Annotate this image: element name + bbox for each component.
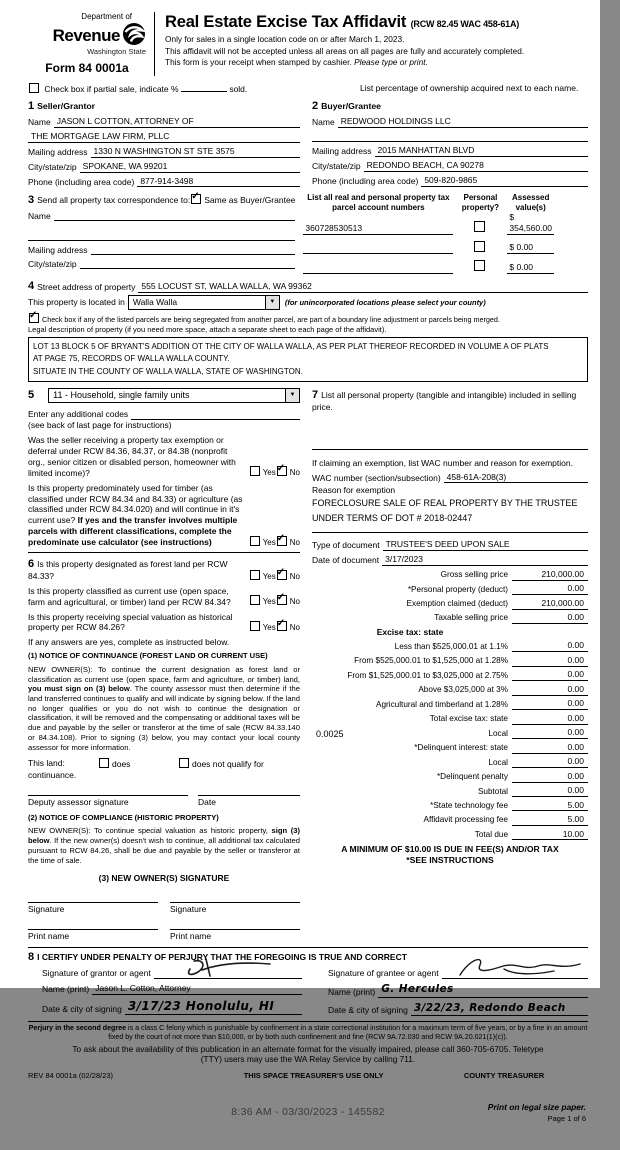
print-note: Print on legal size paper. <box>487 1102 586 1113</box>
same-as-buyer-label: Same as Buyer/Grantee <box>204 195 296 206</box>
personal-property-field[interactable] <box>312 439 588 450</box>
land-use-code-dropdown[interactable] <box>48 388 300 404</box>
tax-row: Above $3,025,000 at 3% 0.00 <box>312 684 588 696</box>
grantee-name-field[interactable]: G. Hercules <box>378 983 588 997</box>
tax-row: *State technology fee 5.00 <box>312 800 588 812</box>
subtotal-field[interactable]: 0.00 <box>512 785 588 797</box>
assessed-value-field[interactable]: $ 354,560.00 <box>509 211 552 233</box>
type-of-document-field[interactable]: TRUSTEE'S DEED UPON SALE <box>383 539 588 551</box>
grantor-signature-label: Signature of grantor or agent <box>42 968 151 979</box>
forest-no-checkbox[interactable] <box>277 570 287 580</box>
tax-row: *Delinquent interest: state 0.00 <box>312 742 588 754</box>
street-address-field[interactable]: 555 LOCUST ST, WALLA WALLA, WA 99362 <box>138 281 588 293</box>
notice-continuance-body: NEW OWNER(S): To continue the current designation as forest land or classification as current use (open space, farm and agriculture, or timber) land, you must sign on (3) below. The county assessor must then determine if the land transferred continues to qualify and will indicate by signing below. If the land no longer qualifies or you do not wish to continue the designation or classification, it will be removed and the compensating or additional taxes will be due and payable by the seller or transferor at the time of sale (RCW 84.33.140 or 84.34.108). Prior to signing (3) below, you may contact your local county assessor for more information. <box>28 664 300 752</box>
buyer-city-label: City/state/zip <box>312 160 361 171</box>
additional-codes-label: Enter any additional codes <box>28 409 129 420</box>
total-excise-state-field[interactable]: 0.00 <box>512 713 588 725</box>
section-certification: 8 I CERTIFY UNDER PENALTY OF PERJURY THAT THE FOREGOING IS TRUE AND CORRECT Signature of grantor or agent Name (print) Jason L. Cotton, Attorney Date & city of signing 3/17/23 Honolulu, HI Signature of grantee or agent Name (print) G. Hercules Date & city of signing 3/22/23, Redondo Beach <box>28 947 588 1016</box>
grantor-name-field[interactable]: Jason L. Cotton, Attorney <box>92 983 302 995</box>
grantor-date-field[interactable]: 3/17/23 Honolulu, HI <box>125 999 302 1015</box>
deputy-date-line[interactable]: Date <box>198 795 300 808</box>
parcel-number-field[interactable]: 360728530513 <box>303 223 453 235</box>
question-historical: Is this property receiving special valuation as historical property per RCW 84.26? Yes ✓ No <box>28 612 300 634</box>
timber-no-checkbox[interactable] <box>277 536 287 546</box>
grantee-name-label: Name (print) <box>328 986 376 997</box>
partial-sale-label-sold: sold. <box>229 84 248 95</box>
local-tax-field[interactable]: 0.00 <box>512 727 588 739</box>
parcel-number-field[interactable] <box>303 242 453 254</box>
same-as-buyer-checkbox[interactable] <box>191 194 201 204</box>
tax-row: Subtotal 0.00 <box>312 785 588 797</box>
seller-name-label: Name <box>28 117 51 128</box>
exemption-no-checkbox[interactable] <box>277 466 287 476</box>
treasurer-use-label: THIS SPACE TREASURER'S USE ONLY <box>243 1070 384 1080</box>
timestamp-stamp: 8:36 AM - 03/30/2023 - 145582 <box>231 1106 385 1119</box>
taxable-selling-price-field[interactable]: 0.00 <box>512 612 588 624</box>
assessed-value-field[interactable]: $ 0.00 <box>507 262 554 274</box>
tax-row: 0.0025 Local 0.00 <box>312 727 588 739</box>
additional-codes-note: (see back of last page for instructions) <box>28 420 172 431</box>
seller-mailing-field[interactable]: 1330 N WASHINGTON ST STE 3575 <box>91 146 300 158</box>
county-dropdown[interactable] <box>128 295 280 310</box>
revenue-logo-icon <box>122 22 146 49</box>
parcel-number-field[interactable] <box>303 262 453 274</box>
local-rate-value: 0.0025 <box>316 728 344 739</box>
grantor-certification <box>28 964 302 1016</box>
title-rcw-reference: (RCW 82.45 WAC 458-61A) <box>410 19 520 29</box>
reason-for-exemption-label: Reason for exemption <box>312 485 396 496</box>
agency-logo-block <box>28 12 155 76</box>
section-property: 4 Street address of property 555 LOCUST ST, WALLA WALLA, WA 99362 This property is located in Walla Walla ▼ (for unincorporated locations please select your county) ✓Check box if any of the listed parcels are being segregated from another parcel, are part of a boundary line adjustment or parcels being merged. Legal description of property (if you need more space, attach a separate sheet to each page of the affidavit). LOT 13 BLOCK 5 OF BRYANT'S ADDITION OT THE CITY OF WALLA WALLA, AS PER PLAT THEREOF RECORDED IN VOLUME A OF PLATS AT PAGE 75, RECORDS OF WALLA WALLA COUNTY. SITUATE IN THE COUNTY OF WALLA WALLA, STATE OF WASHINGTON. <box>28 279 588 381</box>
tax-row: *Delinquent penalty 0.00 <box>312 771 588 783</box>
buyer-name-field-2[interactable] <box>312 131 588 142</box>
personal-property-checkbox[interactable] <box>474 260 485 271</box>
page-title: Real Estate Excise Tax Affidavit (RCW 82.45 WAC 458-61A) <box>165 13 520 31</box>
section-buyer: 2 Buyer/Grantee Name REDWOOD HOLDINGS LLC Mailing address 2015 MANHATTAN BLVD City/state/zip REDONDO BEACH, CA 90278 Phone (including area code) 509-820-9865 <box>312 99 588 187</box>
rev-number: REV 84 0001a (02/28/23) <box>28 1070 114 1080</box>
land-does-checkbox[interactable] <box>99 758 109 768</box>
seller-name-field[interactable]: JASON L COTTON, ATTORNEY OF <box>54 116 300 128</box>
corr-name-field-2[interactable] <box>28 230 295 241</box>
legal-line-2: AT PAGE 75, RECORDS OF WALLA WALLA COUNTY. <box>33 354 230 364</box>
section-personal-property: 7 List all personal property (tangible and intangible) included in selling price. <box>312 388 577 412</box>
seller-name-field-2[interactable]: THE MORTGAGE LAW FIRM, PLLC <box>28 131 300 143</box>
historical-no-checkbox[interactable] <box>277 621 287 631</box>
delinquent-penalty-field[interactable]: 0.00 <box>512 771 588 783</box>
notice-continuance-title: (1) NOTICE OF CONTINUANCE (FOREST LAND OR CURRENT USE) <box>28 651 268 661</box>
segregated-text: Check box if any of the listed parcels are being segregated from another parcel, are part of a boundary line adjustment or parcels being merged. <box>42 315 500 325</box>
timber-yes-checkbox[interactable] <box>250 536 260 546</box>
left-column <box>28 388 300 942</box>
excise-tax-state-header: Excise tax: state <box>376 626 444 637</box>
buyer-phone-label: Phone (including area code) <box>312 175 419 186</box>
legal-line-3: SITUATE IN THE COUNTY OF WALLA WALLA, STATE OF WASHINGTON. <box>33 366 303 376</box>
new-owner-print-name-line-2[interactable]: Print name <box>170 929 300 942</box>
tax-row: Gross selling price 210,000.00 <box>312 569 588 581</box>
tax-row: Total due 10.00 <box>312 829 588 841</box>
grantee-date-label: Date & city of signing <box>328 1005 408 1016</box>
question-exemption: Was the seller receiving a property tax exemption or deferral under RCW 84.36, 84.37, or 84.38 (nonprofit org., senior citizen or disabled person, homeowner with limited income)? Yes ✓ No <box>28 435 300 479</box>
corr-mailing-label: Mailing address <box>28 244 88 255</box>
located-in-label: This property is located in <box>28 297 125 308</box>
street-address-label: Street address of property <box>37 282 136 293</box>
currentuse-no-checkbox[interactable] <box>277 595 287 605</box>
buyer-mailing-field[interactable]: 2015 MANHATTAN BLVD <box>375 145 588 157</box>
grantee-signature-label: Signature of grantee or agent <box>328 968 439 979</box>
corr-city-label: City/state/zip <box>28 258 77 269</box>
perjury-notice: Perjury in the second degree is a class C felony which is punishable by confinement in a state correctional institution for a maximum term of five years, or by a fine in an amount fixed by the court of not more than $10,000, or by both such confinement and fine (RCW 9A.72.030 and RCW 9A.20.021(1)(c)). <box>28 1021 588 1042</box>
grantor-signature <box>166 957 276 981</box>
exemption-yes-checkbox[interactable] <box>250 466 260 476</box>
wac-number-label: WAC number (section/subsection) <box>312 472 441 483</box>
new-owner-signature-line-2[interactable]: Signature <box>170 902 300 915</box>
grantor-name-label: Name (print) <box>42 984 90 995</box>
seller-phone-label: Phone (including area code) <box>28 176 135 187</box>
divider <box>28 552 300 553</box>
corr-name-label: Name <box>28 210 51 221</box>
tier2-tax-field[interactable]: 0.00 <box>512 655 588 667</box>
grantee-date-field[interactable]: 3/22/23, Redondo Beach <box>411 1002 588 1016</box>
grantor-signature-field[interactable] <box>154 968 302 979</box>
seller-mailing-label: Mailing address <box>28 146 88 157</box>
page-number: Page 1 of 6 <box>547 1114 586 1124</box>
total-due-field[interactable]: 10.00 <box>512 829 588 841</box>
affidavit-processing-fee-field[interactable]: 5.00 <box>512 814 588 826</box>
seller-city-label: City/state/zip <box>28 161 77 172</box>
corr-mailing-field[interactable] <box>91 244 296 255</box>
located-note: (for unincorporated locations please select your county) <box>284 297 486 307</box>
assessed-values-header: Assessed value(s) <box>512 193 550 212</box>
additional-codes-field[interactable] <box>131 409 300 420</box>
land-does-not-checkbox[interactable] <box>179 758 189 768</box>
right-column <box>312 388 588 942</box>
tax-row: Total excise tax: state 0.00 <box>312 713 588 725</box>
delinquent-interest-state-field[interactable]: 0.00 <box>512 742 588 754</box>
legal-description-label: Legal description of property (if you need more space, attach a separate sheet to each page of the affidavit). <box>28 325 387 335</box>
corr-name-field[interactable] <box>54 210 296 221</box>
state-technology-fee-field[interactable]: 5.00 <box>512 800 588 812</box>
currentuse-yes-checkbox[interactable] <box>250 595 260 605</box>
section-correspondence: 3 Send all property tax correspondence to: ✓ Same as Buyer/Grantee Name Mailing address City/state/zip <box>28 193 295 274</box>
form-header <box>28 8 588 76</box>
section-use-code: 5 11 - Household, single family units ▼ <box>28 388 300 404</box>
question-current-use: Is this property classified as current use (open space, farm and agricultural, or timber) land per RCW 84.34? Yes ✓ No <box>28 586 300 608</box>
personal-property-checkbox[interactable] <box>474 221 485 232</box>
question-forest-land: 6 Is this property designated as forest land per RCW 84.33? Yes ✓ No <box>28 557 300 582</box>
exemption-note: If claiming an exemption, list WAC number and reason for exemption. <box>312 457 573 468</box>
agricultural-tax-field[interactable]: 0.00 <box>512 698 588 710</box>
tax-row: *Personal property (deduct) 0.00 <box>312 583 588 595</box>
if-yes-note: If any answers are yes, complete as instructed below. <box>28 637 230 648</box>
tax-row: Less than $525,000.01 at 1.1% 0.00 <box>312 640 588 652</box>
agency-revenue: Revenue <box>52 25 120 45</box>
date-of-document-label: Date of document <box>312 555 380 566</box>
header-note-1: Only for sales in a single location code on or after March 1, 2023. <box>165 34 405 45</box>
grantee-signature <box>454 955 584 981</box>
new-owners-signature-title: (3) NEW OWNER(S) SIGNATURE <box>98 873 230 884</box>
gross-selling-price-field[interactable]: 210,000.00 <box>512 569 588 581</box>
correspondence-label: Send all property tax correspondence to: <box>37 195 191 206</box>
deputy-assessor-signature-line[interactable]: Deputy assessor signature <box>28 795 188 808</box>
exemption-claimed-field[interactable]: 210,000.00 <box>512 598 588 610</box>
assessed-value-field[interactable]: $ 0.00 <box>507 242 554 254</box>
seller-city-field[interactable]: SPOKANE, WA 99201 <box>80 161 300 173</box>
corr-city-field[interactable] <box>80 258 296 269</box>
tax-row: From $525,000.01 to $1,525,000 at 1.28% 0.00 <box>312 655 588 667</box>
chevron-down-icon[interactable] <box>265 296 279 309</box>
accessibility-note: To ask about the availability of this publication in an alternate format for the visually impaired, please call 360-705-6705. Teletype (TTY) users may use the WA Relay Service by calling 711. <box>72 1043 544 1064</box>
agency-department-of: Department of <box>81 12 132 21</box>
tier1-tax-field[interactable]: 0.00 <box>512 640 588 652</box>
grantee-certification <box>328 964 588 1016</box>
partial-sale-row <box>28 83 328 95</box>
tier3-tax-field[interactable]: 0.00 <box>512 669 588 681</box>
header-note-3: This form is your receipt when stamped by cashier. Please type or print. <box>165 57 428 68</box>
buyer-name-label: Name <box>312 117 335 128</box>
county-dropdown-value: Walla Walla <box>132 297 178 308</box>
historical-yes-checkbox[interactable] <box>250 621 260 631</box>
question-timber: Is this property predominately used for timber (as classified under RCW 84.34 and 84.33) or agriculture (as classified under RCW 84.34.020) and will continue in it's current use? If yes and the transfer involves multiple parcels with different classifications, complete the predominate use calculator (see instructions) Yes ✓ No <box>28 483 300 548</box>
date-of-document-field[interactable]: 3/17/2023 <box>382 554 588 566</box>
parcel-table <box>303 193 620 274</box>
type-of-document-label: Type of document <box>312 540 380 551</box>
forest-yes-checkbox[interactable] <box>250 570 260 580</box>
section-seller: 1 Seller/Grantor Name JASON L COTTON, ATTORNEY OF THE MORTGAGE LAW FIRM, PLLC Mailing address 1330 N WASHINGTON ST STE 3575 City/state/zip SPOKANE, WA 99201 Phone (including area code) 877-914-3498 <box>28 99 300 187</box>
this-land-label: This land: <box>28 758 65 769</box>
buyer-phone-field[interactable]: 509-820-9865 <box>421 175 588 187</box>
seller-phone-field[interactable]: 877-914-3498 <box>137 176 300 188</box>
see-instructions-note: *SEE INSTRUCTIONS <box>406 855 494 866</box>
tax-row: Agricultural and timberland at 1.28% 0.00 <box>312 698 588 710</box>
continuance-word: continuance. <box>28 770 77 781</box>
divider <box>312 532 588 533</box>
notice-compliance-body: NEW OWNER(S): To continue special valuation as historic property, sign (3) below. If the new owner(s) doesn't wish to continue, all additional tax calculated pursuant to RCW 84.26, shall be due and payable by the seller or transferor at the time of sale. <box>28 826 300 865</box>
legal-line-1: LOT 13 BLOCK 5 OF BRYANT'S ADDITION OT THE CITY OF WALLA WALLA, AS PER PLAT THEREOF RECORDED IN VOLUME A OF PLATS <box>33 342 549 352</box>
certification-heading: I CERTIFY UNDER PENALTY OF PERJURY THAT THE FOREGOING IS TRUE AND CORRECT <box>37 951 407 962</box>
buyer-city-field[interactable]: REDONDO BEACH, CA 90278 <box>364 160 588 172</box>
tax-row: Affidavit processing fee 5.00 <box>312 814 588 826</box>
tax-row: Taxable selling price 0.00 <box>312 612 588 624</box>
buyer-name-field[interactable]: REDWOOD HOLDINGS LLC <box>338 116 588 128</box>
segregated-checkbox[interactable] <box>29 313 39 323</box>
personal-property-heading: List all personal property (tangible and intangible) included in selling price. <box>312 389 577 412</box>
county-treasurer-label: COUNTY TREASURER <box>463 1070 545 1080</box>
tax-row: Local 0.00 <box>312 756 588 768</box>
seller-heading: Seller/Grantor <box>37 100 96 111</box>
grantee-signature-field[interactable] <box>442 968 588 979</box>
personal-property-deduct-field[interactable]: 0.00 <box>512 583 588 595</box>
notice-compliance-title: (2) NOTICE OF COMPLIANCE (HISTORIC PROPERTY) <box>28 812 219 822</box>
buyer-heading: Buyer/Grantee <box>321 100 381 111</box>
partial-sale-checkbox[interactable] <box>29 83 39 93</box>
tier4-tax-field[interactable]: 0.00 <box>512 684 588 696</box>
land-use-code-value: 11 - Household, single family units <box>53 389 190 400</box>
header-note-2: This affidavit will not be accepted unless all areas on all pages are fully and accurately completed. <box>165 45 525 56</box>
buyer-mailing-label: Mailing address <box>312 145 372 156</box>
form-number: Form 84 0001a <box>45 60 129 75</box>
partial-sale-label: Check box if partial sale, indicate % <box>44 84 179 95</box>
exemption-reason-line-1: FORECLOSURE SALE OF REAL PROPERTY BY THE TRUSTEE <box>312 498 578 509</box>
new-owner-print-name-line-1[interactable]: Print name <box>28 929 158 942</box>
land-qualify-row: This land: does does not qualify for <box>28 758 264 770</box>
footer-row <box>28 1071 588 1081</box>
wac-number-field[interactable]: 458-61A-208(3) <box>444 472 588 484</box>
personal-property-checkbox[interactable] <box>474 241 485 252</box>
delinquent-interest-local-field[interactable]: 0.00 <box>512 756 588 768</box>
bottom-area <box>28 1080 588 1150</box>
parcel-numbers-header: List all real and personal property tax parcel account numbers <box>307 193 450 212</box>
partial-sale-percent-field[interactable] <box>181 91 227 92</box>
agency-washington-state: Washington State <box>87 47 146 57</box>
chevron-down-icon[interactable] <box>285 389 299 403</box>
tax-row: Exemption claimed (deduct) 210,000.00 <box>312 598 588 610</box>
personal-property-header: Personal property? <box>461 193 500 212</box>
new-owner-signature-line-1[interactable]: Signature <box>28 902 158 915</box>
minimum-fee-note: A MINIMUM OF $10.00 IS DUE IN FEE(S) AND/OR TAX <box>341 844 559 855</box>
exemption-reason-line-2: UNDER TERMS OF DOT # 2018-02447 <box>312 512 473 523</box>
tax-row: From $1,525,000.01 to $3,025,000 at 2.75% 0.00 <box>312 669 588 681</box>
grantor-date-label: Date & city of signing <box>42 1004 122 1015</box>
ownership-percentage-note: List percentage of ownership acquired next to each name. <box>360 83 579 94</box>
legal-description-box[interactable] <box>28 337 588 382</box>
